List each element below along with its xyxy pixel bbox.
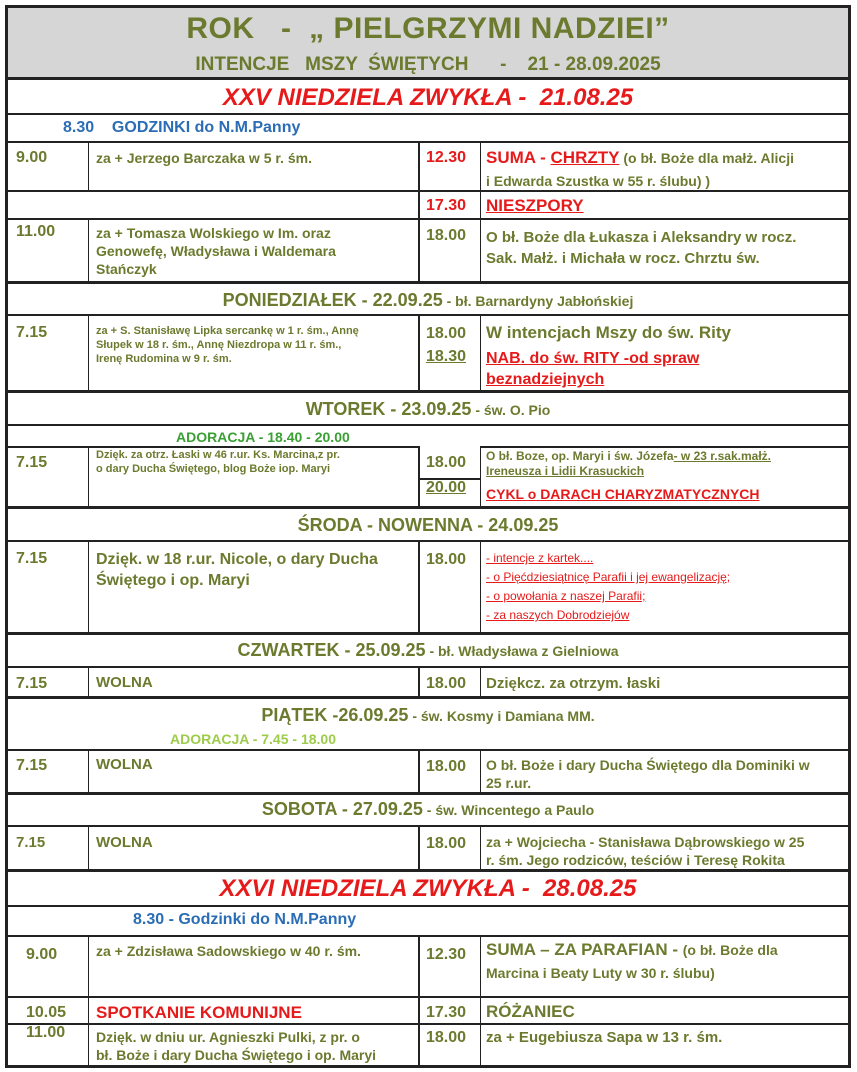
divider <box>8 314 848 316</box>
col-line <box>418 936 420 1065</box>
divider <box>8 792 848 795</box>
tuesday-adoration: ADORACJA - 18.40 - 20.00 <box>176 429 350 445</box>
mass-time: 7.15 <box>16 757 48 774</box>
divider <box>8 935 848 937</box>
mass-time: 9.00 <box>26 946 58 963</box>
tuesday-header: WTOREK - 23.09.25 - św. O. Pio <box>305 399 551 419</box>
col-line <box>418 446 420 506</box>
col-line <box>88 541 89 632</box>
sunday2-hours: 8.30 - Godzinki do N.M.Panny <box>133 911 357 928</box>
col-line <box>418 826 420 869</box>
col-line <box>418 315 420 390</box>
friday-header: PIĄTEK -26.09.25 - św. Kosmy i Damiana MM. <box>261 705 595 725</box>
mass-time: 12.30 <box>426 149 467 166</box>
divider <box>8 905 848 907</box>
divider <box>8 190 848 192</box>
divider <box>8 390 848 393</box>
list-item: - intencje z kartek.... <box>486 551 594 565</box>
mass-intention: i Edwarda Szustka w 55 r. ślubu) ) <box>486 173 711 189</box>
mass-intention: za + Tomasza Wolskiego w Im. oraz Genowefę, Władysława i Waldemara Stańczyk <box>96 225 336 277</box>
divider <box>8 281 848 284</box>
col-line <box>88 446 89 506</box>
sunday2-title: XXVI NIEDZIELA ZWYKŁA - 28.08.25 <box>219 875 637 902</box>
divider <box>8 996 848 998</box>
col-line <box>480 750 481 792</box>
col-line <box>88 826 89 869</box>
divider <box>8 666 848 668</box>
mass-time: 7.15 <box>16 324 48 341</box>
devotion-label: NAB. do św. RITY -od spraw beznadziejnych <box>486 350 700 388</box>
mass-time: 7.15 <box>16 454 48 471</box>
header-title: ROK - „ PIELGRZYMI NADZIEI” <box>186 12 670 45</box>
mass-time: 18.00 <box>426 454 467 471</box>
mass-time: 10.05 <box>26 1004 67 1021</box>
mass-time: 17.30 <box>426 197 467 214</box>
col-line <box>480 142 481 281</box>
mass-time: 11.00 <box>26 1024 66 1041</box>
mass-intention: O bł. Boze, op. Maryi i św. Józefa- w 23 r.sak.małż. Ireneusza i Lidii Krasuckich <box>486 449 771 478</box>
saturday-header: SOBOTA - 27.09.25 - św. Wincentego a Paulo <box>261 799 595 819</box>
col-line <box>480 667 481 696</box>
list-item: - o powołania z naszej Parafii; <box>486 589 646 603</box>
mass-time: 17.30 <box>426 1004 467 1021</box>
mass-intention: WOLNA <box>96 674 153 691</box>
schedule-sheet <box>5 5 851 1068</box>
divider <box>8 506 848 509</box>
mass-intention: Dzięk. w dniu ur. Agnieszki Pulki, z pr. o bł. Boże i dary Ducha Świętego i op. Maryi <box>96 1029 377 1063</box>
mass-time: 7.15 <box>16 834 46 851</box>
divider <box>8 632 848 635</box>
header <box>8 8 848 80</box>
col-line <box>88 750 89 792</box>
divider <box>8 696 848 699</box>
col-line <box>88 219 89 281</box>
divider <box>8 424 848 426</box>
mass-time: 18.00 <box>426 835 467 852</box>
col-line <box>480 446 481 506</box>
divider <box>8 218 848 220</box>
mass-intention: Dzięk. w 18 r.ur. Nicole, o dary Ducha Świętego i op. Maryi <box>96 551 378 589</box>
sunday1-title: XXV NIEDZIELA ZWYKŁA - 21.08.25 <box>222 84 634 111</box>
mass-intention: O bł. Boże i dary Ducha Świętego dla Dominiki w 25 r.ur. <box>486 757 810 791</box>
event-label: CYKL o DARACH CHARYZMATYCZNYCH <box>486 486 760 502</box>
mass-time: 18.00 <box>426 227 467 244</box>
divider <box>8 113 848 115</box>
mass-time: 18.00 <box>426 1029 467 1046</box>
mass-time: 12.30 <box>426 946 467 963</box>
col-line <box>480 541 481 632</box>
col-line <box>418 541 420 632</box>
mass-time: 7.15 <box>16 550 48 567</box>
col-line <box>88 667 89 696</box>
mass-intention: Marcina i Beaty Luty w 30 r. ślubu) <box>486 965 715 981</box>
mass-intention: za + Jerzego Barczaka w 5 r. śm. <box>96 150 312 166</box>
mass-intention: Dzięk. za otrz. Łaski w 46 r.ur. Ks. Marcina,z pr. o dary Ducha Świętego, blog Boże iop. Maryi <box>96 449 340 475</box>
col-line <box>480 826 481 869</box>
mass-time: 9.00 <box>16 149 48 166</box>
mass-time: 18.00 <box>426 675 467 692</box>
divider <box>8 1023 848 1025</box>
mass-time: 11.00 <box>16 223 56 240</box>
mass-time: 18.30 <box>426 348 467 365</box>
col-line <box>88 936 89 1065</box>
thursday-header: CZWARTEK - 25.09.25 - bł. Władysława z Gielniowa <box>237 640 619 660</box>
divider <box>8 749 848 751</box>
friday-adoration: ADORACJA - 7.45 - 18.00 <box>170 731 336 747</box>
col-line <box>418 667 420 696</box>
divider <box>8 540 848 542</box>
mass-intention: za + Eugebiusza Sapa w 13 r. śm. <box>486 1029 723 1046</box>
col-line <box>88 142 89 190</box>
col-line <box>480 936 481 1065</box>
mass-intention: za + S. Stanisławę Lipka sercankę w 1 r. śm., Annę Słupek w 18 r. śm., Annę Niezdropa w 11 r. śm., Irenę Rudomina w 9 r. śm. <box>96 325 359 365</box>
divider <box>8 141 848 143</box>
header-subtitle: INTENCJE MSZY ŚWIĘTYCH - 21 - 28.09.2025 <box>195 54 661 75</box>
mass-time: 18.00 <box>426 758 467 775</box>
mass-time: 18.00 <box>426 551 467 568</box>
mass-intention: O bł. Boże dla Łukasza i Aleksandry w rocz. Sak. Małż. i Michała w rocz. Chrztu św. <box>486 229 797 267</box>
col-line <box>88 315 89 390</box>
event-label: SPOTKANIE KOMUNIJNE <box>96 1003 302 1022</box>
divider <box>8 825 848 827</box>
col-line <box>418 750 420 792</box>
mass-intention: WOLNA <box>96 834 153 851</box>
divider <box>8 446 418 448</box>
list-item: - o Pięćdziesiątnicę Parafii i jej ewangelizację; <box>486 570 731 584</box>
mass-time: 18.00 <box>426 325 467 342</box>
divider <box>480 446 848 448</box>
sunday1-hours: 8.30 GODZINKI do N.M.Panny <box>63 119 301 136</box>
monday-header: PONIEDZIAŁEK - 22.09.25 - bł. Barnardyny Jabłońskiej <box>222 290 634 310</box>
col-line <box>418 142 420 281</box>
vespers-label: NIESZPORY <box>486 196 584 215</box>
intention-list <box>486 549 730 625</box>
divider <box>8 869 848 872</box>
mass-time: 7.15 <box>16 675 48 692</box>
mass-intention: SUMA – ZA PARAFIAN - (o bł. Boże dla <box>486 940 778 959</box>
mass-intention: za + Zdzisława Sadowskiego w 40 r. śm. <box>96 943 361 959</box>
mass-intention: WOLNA <box>96 756 153 773</box>
list-item: - za naszych Dobrodziejów <box>486 608 630 622</box>
mass-time: 20.00 <box>426 479 467 496</box>
mass-intention: za + Wojciecha - Stanisława Dąbrowskiego w 25 r. śm. Jego rodziców, teściów i Teresę Rokita <box>486 834 805 868</box>
mass-intention: W intencjach Mszy do św. Rity <box>486 323 731 342</box>
wednesday-header: ŚRODA - NOWENNA - 24.09.25 <box>297 515 559 535</box>
col-line <box>480 315 481 390</box>
mass-intention: Dziękcz. za otrzym. łaski <box>486 675 661 692</box>
rosary-label: RÓŻANIEC <box>486 1002 575 1021</box>
mass-intention: SUMA - CHRZTY (o bł. Boże dla małż. Alicji <box>486 148 794 167</box>
